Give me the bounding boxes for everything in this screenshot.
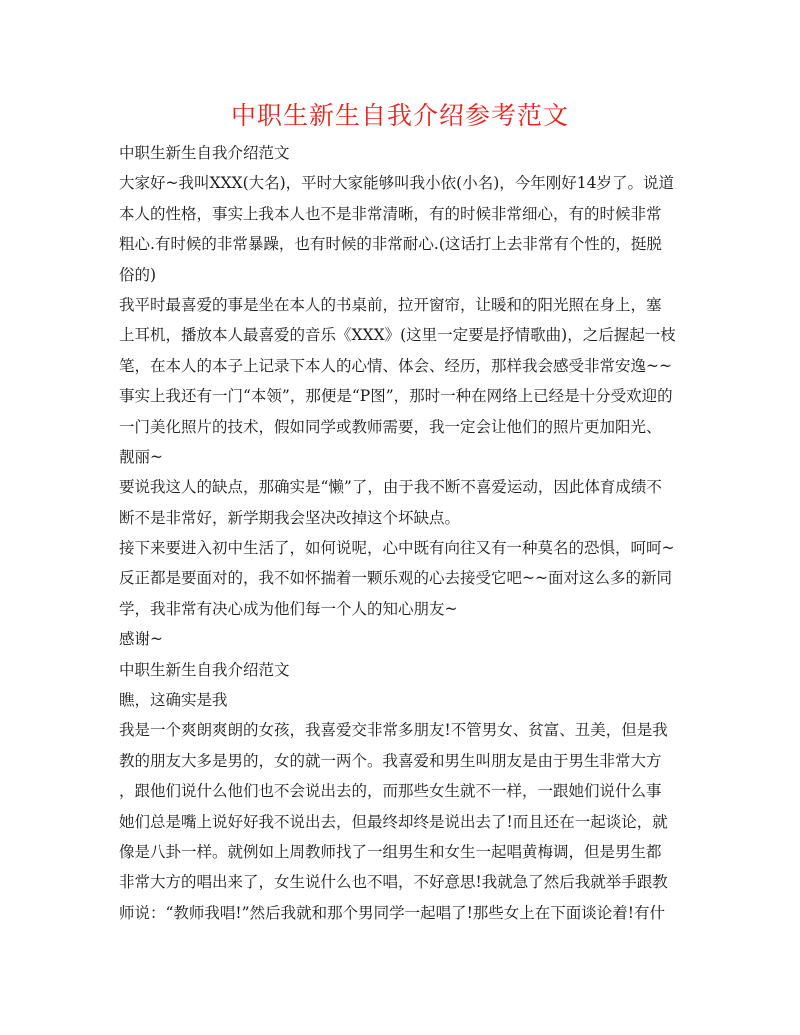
document-title: 中职生新生自我介绍参考范文: [230, 101, 569, 130]
text-line: 她们总是嘴上说好好我不说出去，但最终却终是说出去了!而且还在一起谈论，就: [119, 812, 668, 831]
document-body: [119, 138, 684, 928]
text-line: 我平时最喜爱的事是坐在本人的书桌前，拉开窗帘，让暖和的阳光照在身上，塞: [119, 295, 662, 314]
text-line: 学，我非常有决心成为他们每一个人的知心朋友~: [119, 599, 458, 618]
text-line: 笔，在本人的本子上记录下本人的心情、体会、经历，那样我会感受非常安逸~~: [119, 356, 672, 375]
text-line: 中职生新生自我介绍范文: [119, 144, 290, 162]
text-line: 靓丽~: [119, 447, 163, 466]
text-line: 非常大方的唱出来了，女生说什么也不唱，不好意思!我就急了然后我就举手跟教: [119, 873, 668, 892]
text-line: 教的朋友大多是男的，女的就一两个。我喜爱和男生叫朋友是由于男生非常大方: [119, 751, 662, 770]
text-line: 瞧，这确实是我: [119, 691, 228, 710]
text-line: 感谢~: [119, 630, 163, 649]
text-line: 师说：“教师我唱!”然后我就和那个男同学一起唱了!那些女上在下面谈论着!有什: [119, 903, 666, 922]
text-line: 事实上我还有一门“本领”，那便是“P图”，那时一种在网络上已经是十分受欢迎的: [119, 387, 673, 406]
text-line: 俗的): [119, 265, 157, 284]
text-line: 中职生新生自我介绍范文: [119, 660, 290, 679]
text-line: 要说我这人的缺点，那确实是“懒”了，由于我不断不喜爱运动，因此体育成绩不: [119, 478, 662, 497]
text-line: 本人的性格，事实上我本人也不是非常清晰，有的时候非常细心，有的时候非常: [119, 204, 662, 223]
text-line: 粗心.有时候的非常暴躁，也有时候的非常耐心.(这话打上去非常有个性的，挺脱: [119, 235, 662, 254]
text-line: 大家好~我叫XXX(大名)，平时大家能够叫我小依(小名)，今年刚好14岁了。说道: [119, 174, 675, 193]
text-line: ，跟他们说什么他们也不会说出去的，而那些女生就不一样，一跟她们说什么事: [119, 782, 662, 801]
text-line: 我是一个爽朗爽朗的女孩，我喜爱交非常多朋友!不管男女、贫富、丑美，但是我: [119, 721, 668, 740]
text-line: 断不是非常好，新学期我会坚决改掉这个坏缺点。: [119, 508, 461, 527]
text-line: 接下来要进入初中生活了，如何说呢，心中既有向往又有一种莫名的恐惧，呵呵~: [119, 539, 675, 558]
text-line: 像是八卦一样。就例如上周教师找了一组男生和女生一起唱黄梅调，但是男生都: [119, 842, 662, 861]
text-line: 反正都是要面对的，我不如怀揣着一颗乐观的心去接受它吧~~面对这么多的新同: [119, 569, 672, 588]
text-line: 一门美化照片的技术，假如同学或教师需要，我一定会让他们的照片更加阳光、: [119, 417, 662, 436]
text-line: 上耳机，播放本人最喜爱的音乐《XXX》(这里一定要是抒情歌曲)，之后握起一枝: [119, 326, 676, 345]
